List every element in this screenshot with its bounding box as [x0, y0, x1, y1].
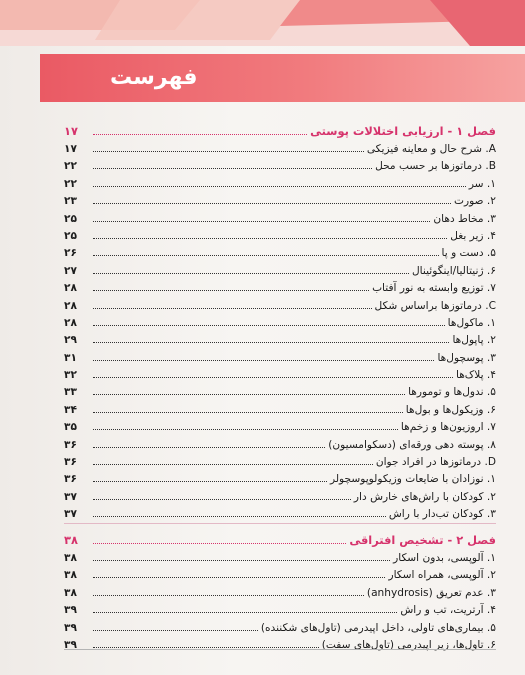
- dot-leader: [93, 411, 403, 413]
- dot-leader: [93, 646, 319, 648]
- dot-leader: [93, 611, 397, 613]
- dot-leader: [93, 376, 453, 378]
- toc-entry-label: ۵. دست و پا: [441, 247, 496, 260]
- toc-entry[interactable]: [64, 211, 496, 228]
- toc-entry-label: ۲. آلوپسی، همراه اسکار: [388, 569, 496, 582]
- dot-leader: [93, 480, 327, 482]
- toc-entry-label: ۶. ژنیتالیا/اینگوئینال: [411, 264, 496, 277]
- page-number: ۳۱: [64, 351, 77, 364]
- toc-entry[interactable]: [64, 298, 496, 315]
- dot-leader: [93, 307, 372, 309]
- decorative-header-stripes: [0, 0, 525, 46]
- toc-entry-label: ۱. نوزادان با ضایعات وزیکولوپوسچولر: [329, 473, 496, 486]
- dot-leader: [93, 359, 434, 361]
- toc-entry[interactable]: [64, 454, 496, 471]
- page-number: ۳۳: [64, 386, 77, 399]
- toc-entry-label: ۷. اروزیون‌ها و زخم‌ها: [400, 421, 496, 434]
- toc-entry[interactable]: [64, 332, 496, 349]
- dot-leader: [93, 463, 373, 465]
- chapter-1-section: [64, 122, 496, 524]
- bottom-divider: [64, 649, 496, 650]
- toc-entry-label: ۴. پلاک‌ها: [455, 369, 496, 382]
- chapter-heading[interactable]: [64, 122, 496, 141]
- toc-entry[interactable]: [64, 550, 496, 567]
- toc-entry[interactable]: [64, 585, 496, 602]
- chapter-heading[interactable]: [64, 531, 496, 550]
- page-number: ۳۸: [64, 586, 77, 599]
- toc-entry[interactable]: [64, 637, 496, 654]
- toc-entry[interactable]: [64, 367, 496, 384]
- page-number: ۳۷: [64, 508, 77, 521]
- dot-leader: [93, 324, 445, 326]
- page-number: ۳۸: [64, 533, 78, 547]
- toc-entry-label: ۸. پوسته دهی ورقه‌ای (دسکوامسیون): [328, 438, 496, 451]
- toc-entry-label: ۱. سر: [468, 177, 496, 190]
- toc-entry-label: ۶. وزیکول‌ها و بول‌ها: [405, 403, 496, 416]
- toc-entry[interactable]: [64, 506, 496, 523]
- toc-entry-label: ۴. آرتریت، تب و راش: [400, 604, 496, 617]
- toc-entry[interactable]: [64, 384, 496, 401]
- dot-leader: [93, 237, 447, 239]
- page-number: ۳۷: [64, 490, 77, 503]
- dot-leader: [93, 167, 372, 169]
- page-number: ۲۸: [64, 316, 77, 329]
- dot-leader: [93, 594, 364, 596]
- toc-entry-label: ۳. کودکان تب‌دار با راش: [388, 508, 496, 521]
- toc-entry-label: ۳. مخاط دهان: [433, 212, 496, 225]
- page-number: ۳۹: [64, 638, 77, 651]
- dot-leader: [93, 220, 430, 222]
- page-number: ۲۵: [64, 212, 77, 225]
- page-number: ۳۹: [64, 604, 77, 617]
- toc-entry-label: ۳. پوسچول‌ها: [437, 351, 496, 364]
- page-number: ۳۹: [64, 621, 77, 634]
- page-number: ۳۲: [64, 369, 77, 382]
- toc-entry[interactable]: [64, 402, 496, 419]
- dot-leader: [93, 576, 385, 578]
- dot-leader: [93, 202, 451, 204]
- section-divider: [64, 523, 496, 524]
- dot-leader: [93, 133, 307, 135]
- toc-entry[interactable]: [64, 437, 496, 454]
- page-number: ۲۵: [64, 229, 77, 242]
- toc-entry-label: C. درماتوزها براساس شکل: [374, 299, 496, 312]
- toc-entry[interactable]: [64, 193, 496, 210]
- page-number: ۲۶: [64, 247, 77, 260]
- page-number: ۳۵: [64, 421, 77, 434]
- page-number: ۲۸: [64, 299, 77, 312]
- page-number: ۳۴: [64, 403, 77, 416]
- dot-leader: [93, 393, 405, 395]
- page-title: فهرست: [110, 65, 198, 90]
- page-number: ۳۸: [64, 569, 77, 582]
- toc-entry[interactable]: [64, 176, 496, 193]
- toc-entry[interactable]: [64, 263, 496, 280]
- page-number: ۲۲: [64, 177, 77, 190]
- toc-entry[interactable]: [64, 620, 496, 637]
- page-number: ۲۹: [64, 334, 77, 347]
- dot-leader: [93, 272, 409, 274]
- page-number: ۲۷: [64, 264, 77, 277]
- page-number: ۲۲: [64, 160, 77, 173]
- toc-entry[interactable]: [64, 228, 496, 245]
- toc-entry-label: D. درماتوزها در افراد جوان: [375, 456, 496, 469]
- page-number: ۳۶: [64, 473, 77, 486]
- toc-entry-label: ۳. عدم تعریق (anhydrosis): [366, 586, 496, 599]
- page-number: ۳۶: [64, 456, 77, 469]
- page-number: ۲۸: [64, 282, 77, 295]
- toc-entry-label: ۱. آلوپسی، بدون اسکار: [393, 552, 496, 564]
- toc-list: [64, 141, 496, 524]
- dot-leader: [93, 254, 439, 256]
- toc-entry-label: ۲. صورت: [454, 195, 496, 208]
- dot-leader: [93, 428, 398, 430]
- dot-leader: [93, 515, 386, 517]
- page-number: ۲۳: [64, 195, 77, 208]
- toc-entry[interactable]: [64, 602, 496, 619]
- toc-entry-label: ۲. پاپول‌ها: [452, 334, 496, 347]
- dot-leader: [93, 150, 364, 152]
- page-number: ۱۷: [64, 143, 77, 155]
- toc-entry-label: ۲. کودکان با راش‌های خارش دار: [353, 490, 496, 503]
- toc-entry-label: A. شرح حال و معاینه فیزیکی: [366, 143, 496, 155]
- toc-entry-label: ۴. زیر بغل: [450, 229, 496, 242]
- page-number: ۱۷: [64, 124, 78, 138]
- toc-entry[interactable]: [64, 350, 496, 367]
- page-number: ۳۸: [64, 552, 77, 564]
- toc-entry[interactable]: [64, 245, 496, 262]
- toc-entry[interactable]: [64, 280, 496, 297]
- dot-leader: [93, 542, 346, 544]
- toc-entry[interactable]: [64, 419, 496, 436]
- toc-entry[interactable]: [64, 567, 496, 584]
- dot-leader: [93, 185, 466, 187]
- toc-list: [64, 550, 496, 654]
- chapter-2-section: [64, 531, 496, 654]
- page-number: ۳۶: [64, 438, 77, 451]
- toc-entry-label: ۵. ندول‌ها و تومورها: [408, 386, 496, 399]
- toc-entry-label: ۱. ماکول‌ها: [447, 316, 496, 329]
- toc-entry[interactable]: [64, 141, 496, 158]
- toc-entry[interactable]: [64, 315, 496, 332]
- dot-leader: [93, 341, 449, 343]
- dot-leader: [93, 498, 351, 500]
- dot-leader: [93, 559, 390, 561]
- toc-entry[interactable]: [64, 489, 496, 506]
- dot-leader: [93, 629, 258, 631]
- dot-leader: [93, 446, 325, 448]
- toc-entry-label: B. درماتوزها بر حسب محل: [375, 160, 496, 173]
- chapter-title: فصل ۲ - تشخیص افتراقی: [349, 533, 496, 547]
- dot-leader: [93, 289, 369, 291]
- toc-entry[interactable]: [64, 471, 496, 488]
- toc-entry-label: ۶. تاول‌ها، زیر اپیدرمی (تاول‌های سفت): [321, 638, 496, 651]
- toc-entry-label: ۵. بیماری‌های تاولی، داخل اپیدرمی (تاول‌های شکننده): [260, 621, 496, 634]
- toc-entry-label: ۷. توزیع وابسته به نور آفتاب: [372, 282, 496, 295]
- chapter-title: فصل ۱ - ارزیابی اختلالات پوستی: [310, 124, 496, 138]
- toc-entry[interactable]: [64, 158, 496, 175]
